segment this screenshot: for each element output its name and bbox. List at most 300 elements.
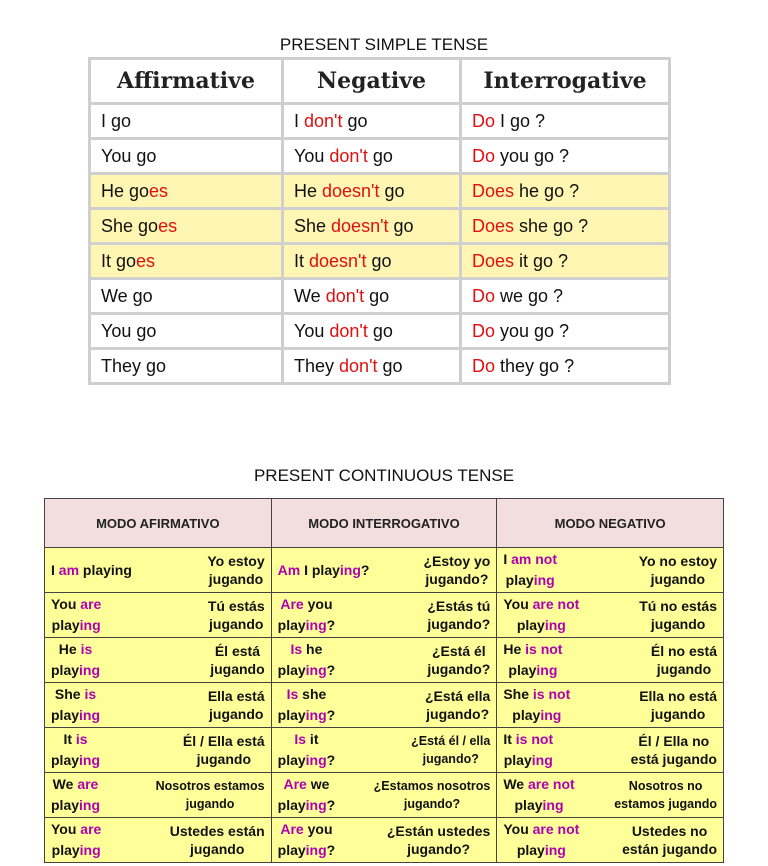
question-text: he go ? bbox=[514, 180, 580, 201]
affirmative-text: You go bbox=[101, 320, 157, 341]
translation-line: Ella está bbox=[207, 688, 265, 704]
sentence-line bbox=[278, 560, 370, 581]
affirmative-text: He go bbox=[101, 180, 150, 201]
plain-text: play bbox=[51, 662, 80, 678]
subject-text: You bbox=[294, 320, 330, 341]
translation-line: jugando bbox=[650, 706, 706, 722]
highlighted-text: Are bbox=[283, 776, 307, 792]
plain-text: I bbox=[503, 551, 512, 567]
plain-text: play bbox=[516, 617, 545, 633]
english-sentence bbox=[51, 684, 100, 726]
plain-text: He bbox=[503, 641, 526, 657]
spanish-translation bbox=[210, 642, 264, 678]
interrogative-cell bbox=[462, 105, 668, 137]
translation-line: Él no está bbox=[650, 643, 717, 659]
english-sentence bbox=[278, 639, 336, 681]
english-sentence bbox=[51, 819, 101, 861]
plain-text: ? bbox=[326, 662, 336, 678]
english-sentence bbox=[503, 819, 579, 861]
plain-text: play bbox=[51, 617, 80, 633]
highlighted-text: are not bbox=[527, 776, 575, 792]
translation-line: jugando bbox=[189, 841, 245, 857]
translation-line: Él / Ella está bbox=[182, 733, 265, 749]
table-row bbox=[91, 315, 668, 347]
translation-line: jugando bbox=[209, 706, 264, 722]
affirmative-cell bbox=[45, 818, 272, 863]
plain-text: play bbox=[277, 662, 306, 678]
sentence-line bbox=[503, 840, 579, 861]
highlighted-text: ing bbox=[79, 842, 101, 858]
plain-text: play bbox=[508, 662, 537, 678]
affirmative-cell bbox=[91, 105, 281, 137]
highlighted-text: ing bbox=[540, 707, 562, 723]
interrogative-cell bbox=[462, 210, 668, 242]
cell-content bbox=[272, 728, 497, 772]
translation-line: está jugando bbox=[630, 751, 717, 767]
table-row bbox=[45, 773, 724, 818]
sentence-line bbox=[503, 705, 570, 726]
highlighted-text: ing bbox=[305, 842, 327, 858]
sentence-line bbox=[503, 795, 574, 816]
translation-line: estamos jugando bbox=[614, 797, 717, 811]
sentence-line bbox=[278, 615, 336, 636]
spanish-translation bbox=[614, 777, 717, 813]
affirmative-cell bbox=[45, 638, 272, 683]
verb-text: go bbox=[367, 145, 393, 166]
auxiliary-text: doesn't bbox=[331, 215, 389, 236]
highlighted-text: is not bbox=[532, 686, 571, 702]
header-modo-negativo: MODO NEGATIVO bbox=[497, 499, 724, 548]
subject-text: You bbox=[294, 145, 330, 166]
auxiliary-text: don't bbox=[304, 110, 343, 131]
table-row bbox=[91, 280, 668, 312]
highlighted-text: ing bbox=[305, 617, 327, 633]
cell-content bbox=[497, 593, 723, 637]
sentence-line bbox=[503, 750, 553, 771]
negative-cell bbox=[284, 210, 459, 242]
plain-text: play bbox=[516, 842, 545, 858]
english-sentence bbox=[503, 594, 579, 636]
plain-text: you bbox=[303, 821, 333, 837]
negative-cell bbox=[497, 638, 724, 683]
translation-line: ¿Estás tú bbox=[427, 598, 491, 614]
translation-line: jugando? bbox=[426, 706, 490, 722]
plain-text: play bbox=[51, 707, 80, 723]
sentence-line bbox=[278, 774, 336, 795]
negative-cell bbox=[284, 245, 459, 277]
sentence-line bbox=[503, 570, 557, 591]
subject-text: She bbox=[294, 215, 332, 236]
interrogative-cell bbox=[462, 175, 668, 207]
auxiliary-text: Do bbox=[472, 285, 496, 306]
sentence-line bbox=[278, 684, 336, 705]
sentence-line bbox=[278, 819, 336, 840]
highlighted-text: are not bbox=[532, 596, 580, 612]
plain-text: you bbox=[303, 596, 333, 612]
table-row bbox=[45, 548, 724, 593]
verb-text: go bbox=[379, 180, 405, 201]
sentence-line bbox=[51, 750, 100, 771]
question-text: I go ? bbox=[495, 110, 546, 131]
sentence-line bbox=[51, 560, 132, 581]
negative-cell bbox=[497, 818, 724, 863]
negative-cell bbox=[497, 548, 724, 593]
interrogative-cell bbox=[462, 315, 668, 347]
translation-line: ¿Estoy yo bbox=[423, 553, 491, 569]
translation-line: Nosotros no bbox=[628, 779, 703, 793]
plain-text: we bbox=[306, 776, 330, 792]
negative-cell bbox=[497, 773, 724, 818]
cell-content bbox=[272, 773, 497, 817]
english-sentence bbox=[51, 639, 100, 681]
sentence-line bbox=[503, 684, 570, 705]
highlighted-text: Is bbox=[290, 641, 303, 657]
table-row bbox=[45, 818, 724, 863]
translation-line: jugando bbox=[209, 616, 264, 632]
english-sentence bbox=[278, 684, 336, 726]
cell-content bbox=[497, 818, 723, 862]
interrogative-cell bbox=[462, 280, 668, 312]
spanish-translation bbox=[207, 552, 264, 588]
translation-line: jugando bbox=[650, 571, 706, 587]
negative-cell bbox=[497, 728, 724, 773]
affirmative-cell bbox=[91, 350, 281, 382]
translation-line: Tú estás bbox=[207, 598, 265, 614]
table-row bbox=[45, 593, 724, 638]
question-text: you go ? bbox=[495, 145, 570, 166]
plain-text: I bbox=[51, 561, 59, 578]
spanish-translation bbox=[156, 777, 265, 813]
auxiliary-text: doesn't bbox=[322, 180, 380, 201]
negative-cell bbox=[284, 175, 459, 207]
sentence-line bbox=[51, 774, 100, 795]
negative-cell bbox=[284, 315, 459, 347]
question-text: you go ? bbox=[495, 320, 570, 341]
verb-text: go bbox=[342, 110, 368, 131]
plain-text: She bbox=[503, 686, 533, 702]
english-sentence bbox=[278, 774, 336, 816]
highlighted-text: are bbox=[80, 821, 102, 837]
interrogative-cell bbox=[271, 548, 497, 593]
affirmative-cell bbox=[91, 140, 281, 172]
sentence-line bbox=[51, 819, 101, 840]
plain-text: She bbox=[54, 686, 85, 702]
english-sentence bbox=[503, 774, 574, 816]
affirmative-cell bbox=[91, 280, 281, 312]
verb-suffix: es bbox=[149, 180, 169, 201]
question-text: they go ? bbox=[495, 355, 575, 376]
plain-text: You bbox=[503, 821, 533, 837]
negative-cell bbox=[284, 105, 459, 137]
highlighted-text: ing bbox=[305, 797, 327, 813]
translation-line: jugando bbox=[185, 797, 235, 811]
highlighted-text: is bbox=[75, 731, 88, 747]
cell-content bbox=[45, 773, 271, 817]
sentence-line bbox=[278, 729, 336, 750]
translation-line: jugando? bbox=[427, 616, 491, 632]
highlighted-text: am not bbox=[511, 551, 558, 567]
spanish-translation bbox=[651, 642, 717, 678]
highlighted-text: is bbox=[80, 641, 93, 657]
negative-cell bbox=[497, 593, 724, 638]
highlighted-text: Is bbox=[294, 731, 307, 747]
translation-line: Él / Ella no bbox=[638, 733, 710, 749]
verb-text: go bbox=[377, 355, 403, 376]
translation-line: jugando bbox=[196, 751, 251, 767]
interrogative-cell bbox=[271, 638, 497, 683]
cell-content bbox=[45, 728, 271, 772]
spanish-translation bbox=[427, 642, 490, 678]
verb-text: go bbox=[367, 320, 393, 341]
highlighted-text: ing bbox=[339, 561, 361, 578]
highlighted-text: are bbox=[80, 596, 102, 612]
translation-line: ¿Está él bbox=[431, 643, 486, 659]
header-negative: Negative bbox=[284, 60, 459, 102]
interrogative-cell bbox=[271, 773, 497, 818]
plain-text: I play bbox=[300, 561, 340, 578]
table-row bbox=[91, 210, 668, 242]
translation-line: Ustedes no bbox=[631, 823, 708, 839]
negative-cell bbox=[284, 280, 459, 312]
english-sentence bbox=[503, 639, 562, 681]
subject-text: It bbox=[294, 250, 310, 271]
affirmative-text: They go bbox=[101, 355, 167, 376]
sentence-line bbox=[278, 795, 336, 816]
plain-text: You bbox=[51, 821, 81, 837]
spanish-translation bbox=[639, 552, 717, 588]
plain-text: ? bbox=[326, 797, 336, 813]
english-sentence bbox=[51, 729, 100, 771]
translation-line: Nosotros estamos bbox=[155, 779, 265, 793]
sentence-line bbox=[51, 639, 100, 660]
plain-text: play bbox=[277, 707, 306, 723]
plain-text: she bbox=[298, 686, 327, 702]
highlighted-text: ing bbox=[542, 797, 564, 813]
translation-line: Tú no estás bbox=[639, 598, 717, 614]
header-modo-afirmativo: MODO AFIRMATIVO bbox=[45, 499, 272, 548]
auxiliary-text: Does bbox=[472, 215, 515, 236]
plain-text: ? bbox=[326, 707, 336, 723]
highlighted-text: is not bbox=[515, 731, 554, 747]
translation-line: jugando? bbox=[422, 752, 479, 766]
plain-text: play bbox=[277, 842, 306, 858]
verb-text: go bbox=[364, 285, 390, 306]
sentence-line bbox=[278, 750, 336, 771]
affirmative-cell bbox=[45, 728, 272, 773]
plain-text: play bbox=[277, 752, 306, 768]
cell-content bbox=[45, 548, 271, 592]
sentence-line bbox=[51, 594, 101, 615]
auxiliary-text: Do bbox=[472, 110, 496, 131]
spanish-translation bbox=[170, 822, 265, 858]
auxiliary-text: Does bbox=[472, 180, 515, 201]
translation-line: ¿Está él / ella bbox=[411, 734, 491, 748]
spanish-translation bbox=[208, 597, 265, 633]
table-row bbox=[45, 638, 724, 683]
highlighted-text: ing bbox=[79, 617, 101, 633]
cell-content bbox=[497, 683, 723, 727]
question-text: we go ? bbox=[495, 285, 564, 306]
spanish-translation bbox=[425, 687, 490, 723]
translation-line: jugando bbox=[208, 571, 264, 587]
translation-line: jugando? bbox=[425, 571, 489, 587]
verb-suffix: es bbox=[158, 215, 178, 236]
plain-text: play bbox=[51, 797, 80, 813]
auxiliary-text: Do bbox=[472, 355, 496, 376]
cell-content bbox=[497, 728, 723, 772]
highlighted-text: are not bbox=[532, 821, 580, 837]
highlighted-text: ing bbox=[544, 617, 566, 633]
affirmative-cell bbox=[45, 773, 272, 818]
highlighted-text: ing bbox=[533, 572, 555, 588]
interrogative-cell bbox=[271, 818, 497, 863]
sentence-line bbox=[503, 639, 562, 660]
cell-content bbox=[272, 593, 497, 637]
sentence-line bbox=[51, 729, 100, 750]
header-affirmative: Affirmative bbox=[91, 60, 281, 102]
affirmative-cell bbox=[45, 548, 272, 593]
cell-content bbox=[272, 548, 497, 592]
sentence-line bbox=[503, 549, 557, 570]
highlighted-text: am bbox=[58, 561, 80, 578]
subject-text: I bbox=[294, 110, 305, 131]
plain-text: ? bbox=[360, 561, 370, 578]
affirmative-cell bbox=[45, 593, 272, 638]
sentence-line bbox=[503, 774, 574, 795]
interrogative-cell bbox=[462, 245, 668, 277]
spanish-translation bbox=[183, 732, 265, 768]
english-sentence bbox=[503, 729, 553, 771]
auxiliary-text: Do bbox=[472, 320, 496, 341]
plain-text: play bbox=[512, 707, 541, 723]
subject-text: He bbox=[294, 180, 323, 201]
highlighted-text: Is bbox=[286, 686, 299, 702]
spanish-translation bbox=[631, 732, 717, 768]
translation-line: jugando bbox=[650, 616, 706, 632]
header-modo-interrogativo: MODO INTERROGATIVO bbox=[271, 499, 497, 548]
affirmative-text: We go bbox=[101, 285, 153, 306]
auxiliary-text: don't bbox=[329, 320, 368, 341]
translation-line: ¿Están ustedes bbox=[386, 823, 491, 839]
highlighted-text: ing bbox=[305, 707, 327, 723]
english-sentence bbox=[51, 594, 101, 636]
affirmative-cell bbox=[91, 315, 281, 347]
interrogative-cell bbox=[271, 683, 497, 728]
highlighted-text: Are bbox=[280, 821, 304, 837]
table-row bbox=[91, 140, 668, 172]
table-row bbox=[91, 105, 668, 137]
affirmative-text: She go bbox=[101, 215, 159, 236]
spanish-translation bbox=[639, 687, 717, 723]
plain-text: ? bbox=[326, 842, 336, 858]
spanish-translation bbox=[208, 687, 265, 723]
sentence-line bbox=[278, 594, 336, 615]
interrogative-cell bbox=[271, 728, 497, 773]
sentence-line bbox=[51, 705, 100, 726]
spanish-translation bbox=[427, 597, 490, 633]
sentence-line bbox=[51, 840, 101, 861]
translation-line: jugando? bbox=[427, 661, 491, 677]
spanish-translation bbox=[639, 597, 717, 633]
interrogative-cell bbox=[271, 593, 497, 638]
plain-text: play bbox=[503, 752, 532, 768]
table-header-row bbox=[91, 60, 668, 102]
cell-content bbox=[497, 638, 723, 682]
english-sentence bbox=[278, 729, 336, 771]
auxiliary-text: Does bbox=[472, 250, 515, 271]
affirmative-cell bbox=[91, 210, 281, 242]
sentence-line bbox=[278, 840, 336, 861]
translation-line: Ella no está bbox=[639, 688, 717, 704]
interrogative-cell bbox=[462, 350, 668, 382]
english-sentence bbox=[278, 819, 336, 861]
translation-line: Ustedes están bbox=[169, 823, 265, 839]
sentence-line bbox=[503, 819, 579, 840]
auxiliary-text: Do bbox=[472, 145, 496, 166]
present-continuous-table bbox=[44, 498, 724, 863]
plain-text: play bbox=[51, 752, 80, 768]
affirmative-text: I go bbox=[101, 110, 132, 131]
highlighted-text: ing bbox=[79, 752, 101, 768]
plain-text: play bbox=[277, 617, 306, 633]
highlighted-text: ing bbox=[305, 752, 327, 768]
plain-text: He bbox=[58, 641, 81, 657]
highlighted-text: ing bbox=[531, 752, 553, 768]
highlighted-text: ing bbox=[79, 707, 101, 723]
plain-text: ? bbox=[326, 752, 336, 768]
plain-text: It bbox=[63, 731, 76, 747]
table-row bbox=[45, 683, 724, 728]
plain-text: It bbox=[503, 731, 516, 747]
cell-content bbox=[45, 638, 271, 682]
sentence-line bbox=[503, 615, 579, 636]
highlighted-text: are bbox=[77, 776, 99, 792]
negative-cell bbox=[497, 683, 724, 728]
plain-text: play bbox=[277, 797, 306, 813]
highlighted-text: is bbox=[84, 686, 97, 702]
highlighted-text: ing bbox=[79, 797, 101, 813]
present-simple-table bbox=[88, 57, 671, 385]
interrogative-cell bbox=[462, 140, 668, 172]
cell-content bbox=[45, 818, 271, 862]
subject-text: We bbox=[294, 285, 326, 306]
verb-suffix: es bbox=[136, 250, 156, 271]
table-row bbox=[91, 350, 668, 382]
english-sentence bbox=[503, 549, 557, 591]
translation-line: Yo estoy bbox=[207, 553, 265, 569]
highlighted-text: ing bbox=[305, 662, 327, 678]
english-sentence bbox=[278, 594, 336, 636]
affirmative-cell bbox=[45, 683, 272, 728]
translation-line: jugando? bbox=[403, 797, 461, 811]
english-sentence bbox=[278, 560, 370, 581]
affirmative-text: You go bbox=[101, 145, 157, 166]
present-simple-title: PRESENT SIMPLE TENSE bbox=[279, 35, 489, 54]
highlighted-text: Are bbox=[280, 596, 304, 612]
plain-text: We bbox=[52, 776, 78, 792]
sentence-line bbox=[51, 795, 100, 816]
auxiliary-text: don't bbox=[325, 285, 365, 306]
spanish-translation bbox=[387, 822, 490, 858]
spanish-translation bbox=[423, 552, 490, 588]
plain-text: it bbox=[306, 731, 319, 747]
verb-text: go bbox=[388, 215, 414, 236]
plain-text: You bbox=[503, 596, 533, 612]
present-continuous-title: PRESENT CONTINUOUS TENSE bbox=[253, 466, 515, 485]
highlighted-text: Am bbox=[277, 561, 301, 578]
affirmative-cell bbox=[91, 175, 281, 207]
plain-text: You bbox=[51, 596, 81, 612]
